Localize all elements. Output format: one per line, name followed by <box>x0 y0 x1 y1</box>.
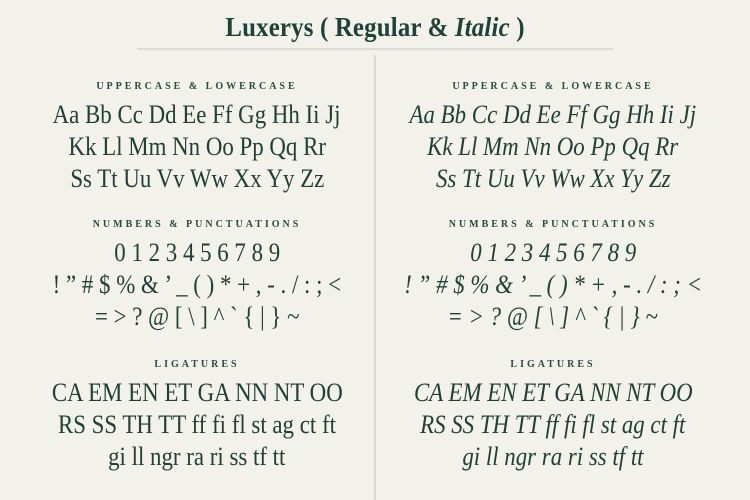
section-numbers-punctuations <box>33 219 361 333</box>
glyph-row: 0 1 2 3 4 5 6 7 8 9 <box>470 238 636 267</box>
section-uppercase-lowercase <box>33 81 360 195</box>
specimen-column-italic <box>376 55 730 500</box>
section-header: NUMBERS & PUNCTUATIONS <box>448 219 658 230</box>
glyph-row: ! ” # $ % & ’ _ ( ) * + , - . / : ; < <box>52 270 342 299</box>
section-header: UPPERCASE & LOWERCASE <box>96 81 298 92</box>
glyph-row: CA EM EN ET GA NN NT OO <box>51 378 343 407</box>
title-regular-part: Luxerys ( Regular & <box>225 12 455 42</box>
glyph-row: RS SS TH TT ff fi fl st ag ct ft <box>58 410 336 439</box>
section-numbers-punctuations <box>384 219 722 333</box>
glyph-row: Ss Tt Uu Vv Ww Xx Yy Zz <box>435 164 671 193</box>
specimen-column-regular <box>20 55 376 500</box>
glyph-row: = > ? @ [ \ ] ^ ` { | } ~ <box>447 302 659 331</box>
specimen-columns <box>20 55 730 500</box>
glyph-row: Kk Ll Mm Nn Oo Pp Qq Rr <box>427 132 679 161</box>
glyph-row: Aa Bb Cc Dd Ee Ff Gg Hh Ii Jj <box>409 100 697 129</box>
title-closing-paren: ) <box>509 12 525 42</box>
section-ligatures <box>395 359 712 473</box>
section-header: LIGATURES <box>154 359 240 370</box>
section-header: LIGATURES <box>510 359 596 370</box>
glyph-row: Aa Bb Cc Dd Ee Ff Gg Hh Ii Jj <box>53 100 341 129</box>
section-ligatures <box>32 359 363 473</box>
title-italic-word: Italic <box>454 12 510 42</box>
section-header: NUMBERS & PUNCTUATIONS <box>92 219 302 230</box>
glyph-row: Ss Tt Uu Vv Ww Xx Yy Zz <box>69 164 324 193</box>
page-title <box>30 12 720 43</box>
glyph-row: gi ll ngr ra ri ss tf tt <box>462 442 644 471</box>
glyph-row: 0 1 2 3 4 5 6 7 8 9 <box>114 238 280 267</box>
glyph-row: ! ” # $ % & ’ _ ( ) * + , - . / : ; < <box>404 270 702 299</box>
glyph-row: = > ? @ [ \ ] ^ ` { | } ~ <box>94 302 300 331</box>
title-divider-rule <box>137 48 613 50</box>
section-uppercase-lowercase <box>390 81 716 195</box>
glyph-row: gi ll ngr ra ri ss tf tt <box>108 442 286 471</box>
glyph-row: CA EM EN ET GA NN NT OO <box>413 378 693 407</box>
glyph-row: Kk Ll Mm Nn Oo Pp Qq Rr <box>68 132 326 161</box>
section-header: UPPERCASE & LOWERCASE <box>452 81 654 92</box>
glyph-row: RS SS TH TT ff fi fl st ag ct ft <box>420 410 686 439</box>
